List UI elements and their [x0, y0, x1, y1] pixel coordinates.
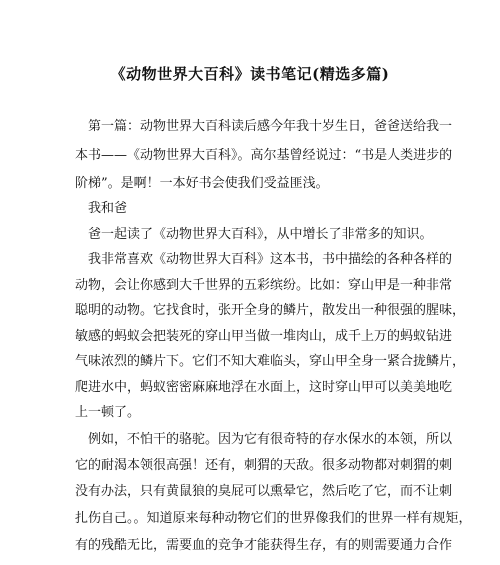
paragraph-line: 上一顿了。 [75, 405, 141, 420]
paragraph-line: 第一篇：动物世界大百科读后感今年我十岁生日，爸爸送给我一 [88, 119, 453, 134]
paragraph-line: 气味浓烈的鳞片下。它们不知大难临头，穿山甲全身一紧合拢鳞片， [75, 354, 466, 369]
paragraph-line: 聪明的动物。它找食时，张开全身的鳞片，散发出一种很强的腥味， [75, 303, 466, 318]
paragraph-line: 有的残酷无比，需要血的竞争才能获得生存，有的则需要通力合作 [75, 538, 453, 553]
paragraph-line: 阶梯”。是啊！一本好书会使我们受益匪浅。 [75, 176, 329, 191]
paragraph-line: 扎伤自己。。知道原来每种动物它们的世界像我们的世界一样有规矩， [75, 511, 472, 526]
paragraph-line: 本书——《动物世界大百科》。高尔基曾经说过：“书是人类进步的 [75, 148, 453, 163]
paragraph-line: 它的耐渴本领很高强！还有，刺猬的天敌。很多动物都对刺猬的刺 [75, 458, 453, 473]
paragraph-line: 没有办法，只有黄鼠狼的臭屁可以熏晕它，然后吃了它，而不让刺 [75, 484, 453, 499]
document-title: 《动物世界大百科》读书笔记(精选多篇) [110, 65, 390, 83]
paragraph-line: 爸一起读了《动物世界大百科》，从中增长了非常多的知识。 [88, 227, 433, 242]
paragraph-line: 我非常喜欢《动物世界大百科》这本书，书中描绘的各种各样的 [88, 252, 453, 267]
paragraph-line: 我和爸 [88, 201, 128, 216]
paragraph-line: 爬进水中，蚂蚁密密麻麻地浮在水面上，这时穿山甲可以美美地吃 [75, 380, 453, 395]
paragraph-line: 动物，会让你感到大千世界的五彩缤纷。比如：穿山甲是一种非常 [75, 278, 453, 293]
paragraph-line: 敏感的蚂蚁会把装死的穿山甲当做一堆肉山，成千上万的蚂蚁钻进 [75, 329, 453, 344]
paragraph-line: 例如，不怕干的骆驼。因为它有很奇特的存水保水的本领，所以 [88, 432, 453, 447]
